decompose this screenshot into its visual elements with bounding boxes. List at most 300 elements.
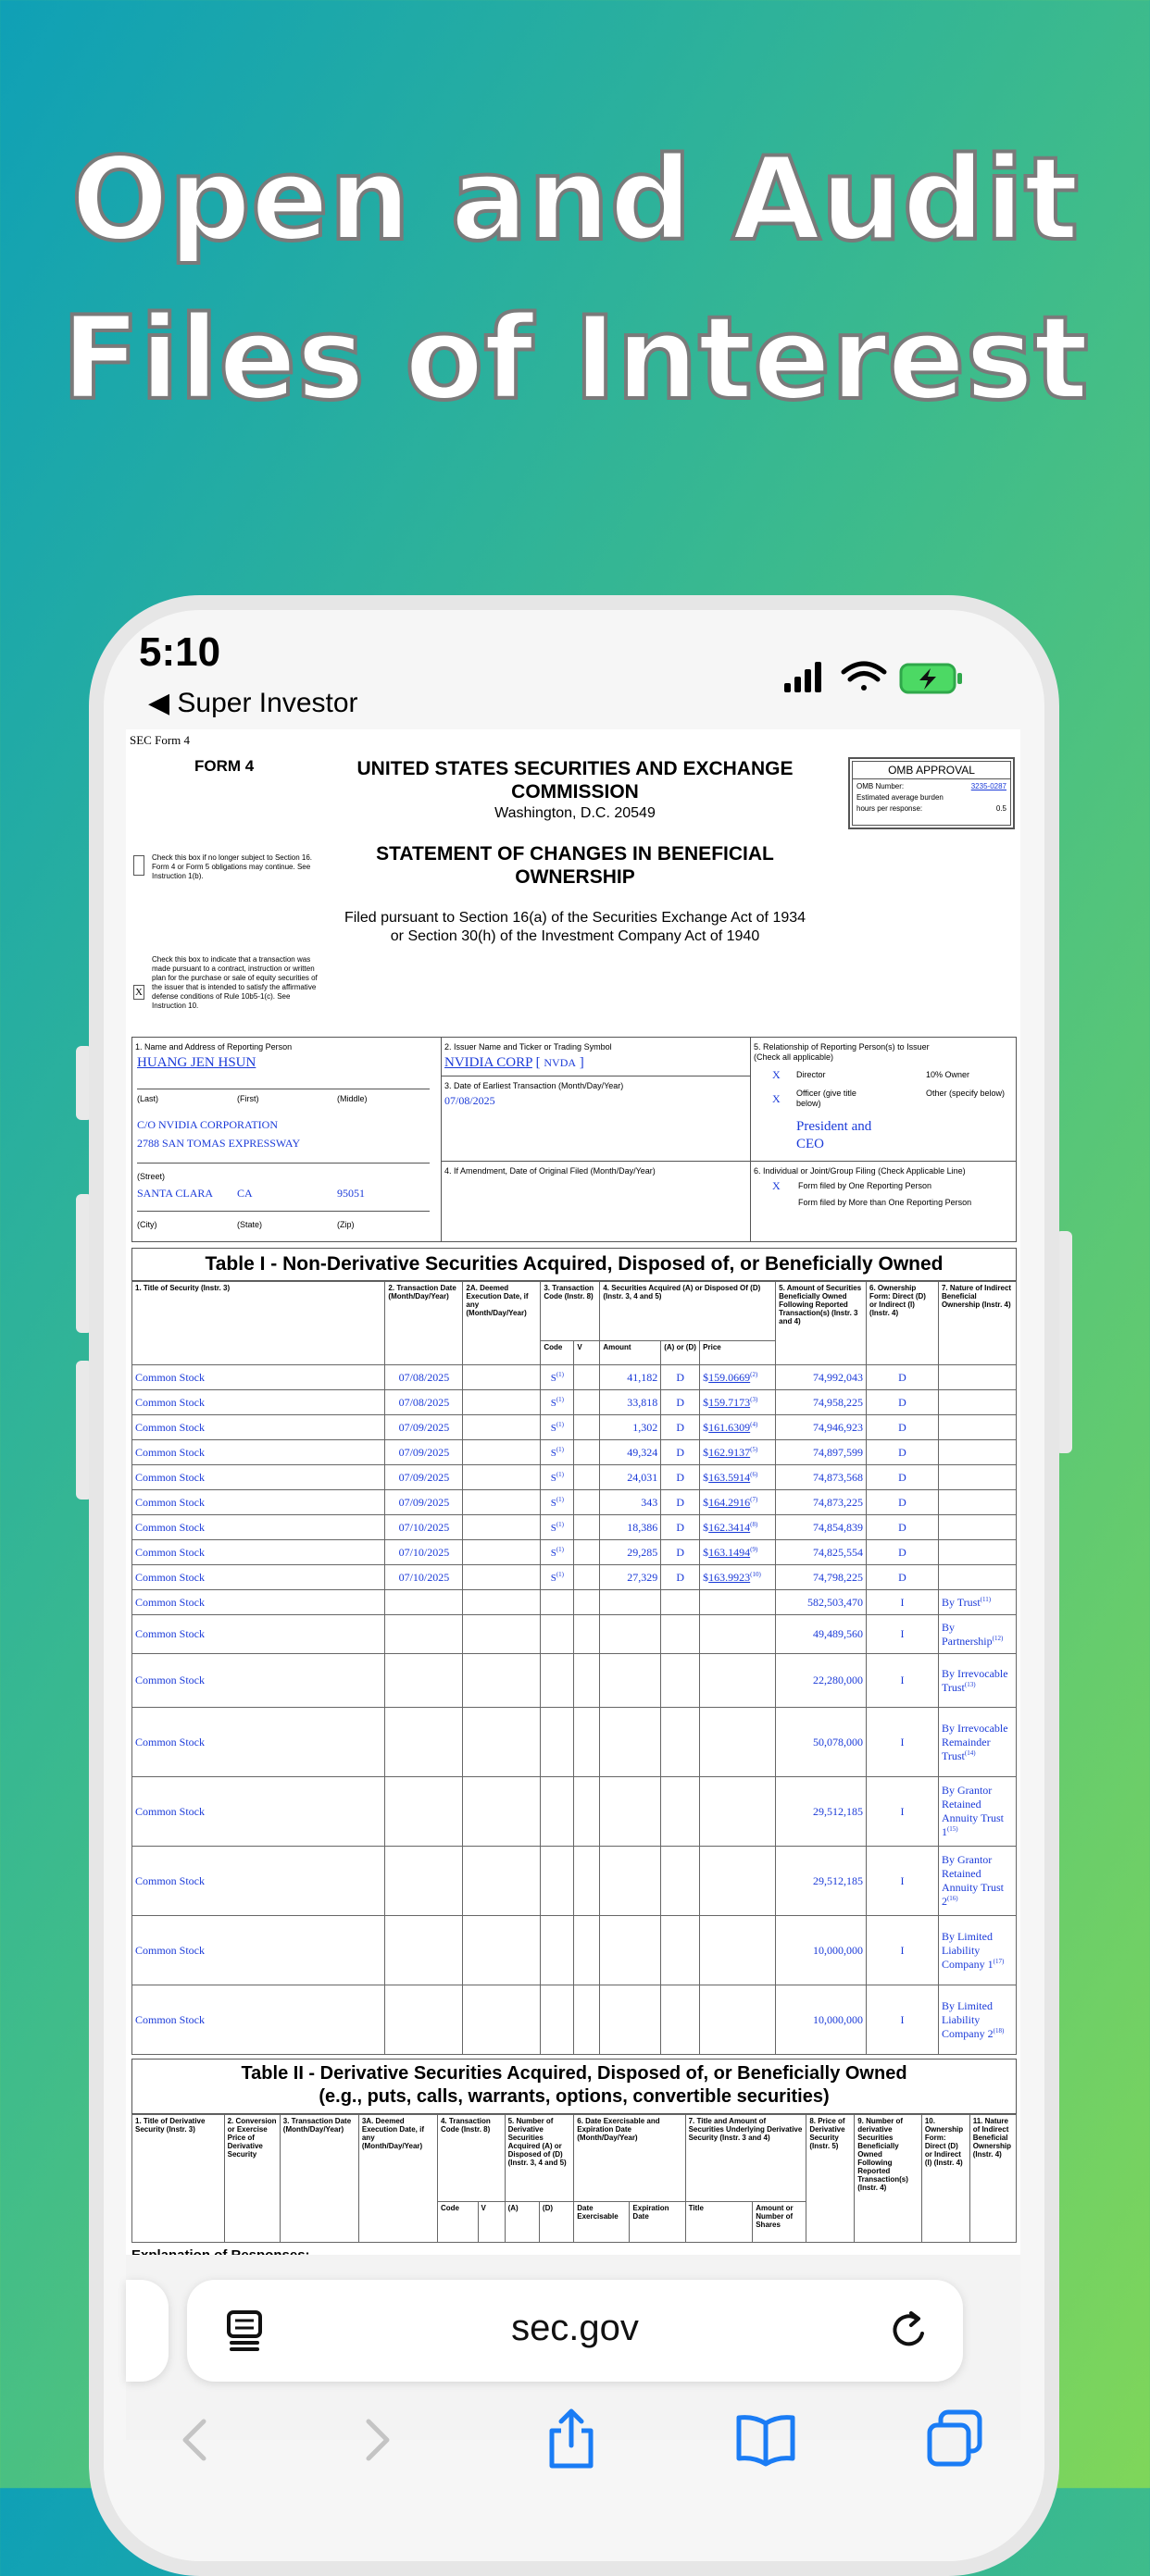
security-title-value: Common Stock: [135, 1570, 206, 1584]
previous-tab-preview[interactable]: [126, 2280, 169, 2382]
cell-deemed-date: [463, 1390, 541, 1415]
wifi-icon: [844, 664, 884, 691]
cell-v-cell: [574, 1777, 600, 1847]
acquired-disposed-value: D: [676, 1545, 685, 1559]
table2-title-line-1: Table II - Derivative Securities Acquired, Disposed of, or Beneficially Owned: [241, 2063, 907, 2084]
transaction-code-value: S: [550, 1572, 556, 1584]
security-title-value: Common Stock: [135, 1420, 206, 1434]
amount-value: 49,324: [627, 1445, 658, 1459]
cell-deemed-date: [463, 1415, 541, 1440]
cell-security-title: [132, 1590, 385, 1615]
cell-owned-following: [776, 1540, 867, 1565]
battery-charging-icon: [901, 665, 962, 692]
ownership-form-value: I: [900, 1804, 905, 1818]
cell-acquired-disposed: [661, 1847, 700, 1916]
cell-ownership-form: [867, 1540, 939, 1565]
status-time: 5:10: [139, 629, 221, 675]
first-label: (First): [237, 1094, 259, 1103]
cell-price: [700, 1708, 776, 1777]
cell-deemed-date: [463, 1615, 541, 1654]
browser-toolbar: [126, 2407, 1020, 2490]
footnote-ref[interactable]: (6): [750, 1470, 758, 1478]
cell-deemed-date: [463, 1540, 541, 1565]
cell-v-cell: [574, 1465, 600, 1490]
cell-price: [700, 1985, 776, 2055]
cell-nature: [938, 1540, 1016, 1565]
ownership-form-value: I: [900, 1735, 905, 1748]
cell-transaction-date: [385, 1365, 463, 1390]
t2-h-title: Title: [685, 2202, 753, 2243]
transaction-date-value: 07/10/2025: [398, 1520, 450, 1534]
acquired-disposed-value: D: [676, 1445, 685, 1459]
form-number: FORM 4: [194, 757, 255, 775]
other-label: Other (specify below): [926, 1089, 1006, 1098]
cell-deemed-date: [463, 1654, 541, 1708]
cell-owned-following: [776, 1440, 867, 1465]
dollar-sign: $: [703, 1495, 709, 1509]
cell-acquired-disposed: [661, 1654, 700, 1708]
security-title-value: Common Stock: [135, 1595, 206, 1609]
cell-price: [700, 1777, 776, 1847]
amount-value: 33,818: [627, 1395, 658, 1409]
cell-transaction-code: [541, 1415, 574, 1440]
state-value: CA: [237, 1187, 253, 1200]
last-label: (Last): [137, 1094, 159, 1103]
security-title-value: Common Stock: [135, 1370, 206, 1384]
owned-following-value: 74,825,554: [813, 1545, 864, 1559]
cell-price: [700, 1615, 776, 1654]
filed-pursuant: [293, 909, 857, 946]
security-title-value: Common Stock: [135, 1873, 206, 1887]
one-person-label: Form filed by One Reporting Person: [798, 1181, 932, 1190]
cell-acquired-disposed: [661, 1916, 700, 1985]
cell-amount: [600, 1440, 661, 1465]
cell-deemed-date: [463, 1440, 541, 1465]
cell-amount: [600, 1490, 661, 1515]
footnote-ref[interactable]: (4): [750, 1420, 758, 1428]
owned-following-value: 74,897,599: [813, 1445, 864, 1459]
ownership-form-value: I: [900, 1943, 905, 1957]
t2-h6: 6. Date Exercisable and Expiration Date (Month/Day/Year): [574, 2115, 685, 2202]
security-title-value: Common Stock: [135, 1735, 206, 1748]
issuer-ticker: NVDA: [544, 1056, 577, 1069]
omb-number-link[interactable]: 3235-0287: [970, 782, 1006, 790]
footnote-ref[interactable]: (3): [750, 1395, 758, 1403]
footnote-ref[interactable]: (8): [750, 1520, 758, 1528]
reload-icon[interactable]: [889, 2309, 930, 2352]
cell-security-title: [132, 1916, 385, 1985]
omb-title: OMB APPROVAL: [853, 762, 1010, 779]
security-title-value: Common Stock: [135, 1674, 206, 1686]
cell-transaction-date: [385, 1615, 463, 1654]
table2-title-line-2: (e.g., puts, calls, warrants, options, convertible securities): [319, 2086, 830, 2107]
cell-nature: [938, 1465, 1016, 1490]
amount-value: 27,329: [627, 1570, 658, 1584]
footnote-ref[interactable]: (17): [993, 1957, 1005, 1965]
cell-transaction-code: [541, 1615, 574, 1654]
director-mark: X: [772, 1068, 781, 1081]
t2-h-d: (D): [539, 2202, 573, 2243]
cell-price: [700, 1415, 776, 1440]
earliest-date: 07/08/2025: [444, 1094, 495, 1107]
share-icon[interactable]: [539, 2407, 604, 2471]
t1-h-deemed: 2A. Deemed Execution Date, if any (Month/Day/Year): [463, 1282, 541, 1365]
price-value[interactable]: 161.6309: [708, 1420, 751, 1434]
cell-ownership-form: [867, 1847, 939, 1916]
cell-transaction-code: [541, 1654, 574, 1708]
cell-amount: [600, 1415, 661, 1440]
cell-ownership-form: [867, 1440, 939, 1465]
cell-transaction-code: [541, 1708, 574, 1777]
t1-h-amount-sub: Amount: [600, 1341, 661, 1365]
cell-owned-following: [776, 1847, 867, 1916]
footnote-ref[interactable]: (7): [750, 1495, 758, 1503]
cell-deemed-date: [463, 1565, 541, 1590]
cell-transaction-code: [541, 1440, 574, 1465]
middle-label: (Middle): [337, 1094, 368, 1103]
cell-v-cell: [574, 1985, 600, 2055]
cell-ownership-form: [867, 1916, 939, 1985]
transaction-code-value: S: [550, 1522, 556, 1534]
price-value[interactable]: 162.9137: [708, 1445, 751, 1459]
cell-price: [700, 1916, 776, 1985]
cell-ownership-form: [867, 1390, 939, 1415]
cell-v-cell: [574, 1515, 600, 1540]
t2-h-code: Code: [437, 2202, 478, 2243]
transaction-code-value: S: [550, 1472, 556, 1484]
t1-h-code-sub: Code: [541, 1341, 574, 1365]
cell-amount: [600, 1465, 661, 1490]
cell-security-title: [132, 1465, 385, 1490]
owned-following-value: 49,489,560: [813, 1627, 864, 1640]
cell-owned-following: [776, 1708, 867, 1777]
t1-h-form: 6. Ownership Form: Direct (D) or Indirect (I) (Instr. 4): [867, 1282, 939, 1365]
back-arrow-icon[interactable]: [163, 2407, 228, 2471]
footnote-ref[interactable]: (1): [556, 1520, 564, 1528]
acquired-disposed-value: D: [676, 1420, 685, 1434]
table-row: [132, 1985, 1017, 2055]
cell-transaction-date: [385, 1777, 463, 1847]
acquired-disposed-value: D: [676, 1495, 685, 1509]
cell-owned-following: [776, 1777, 867, 1847]
cell-v-cell: [574, 1916, 600, 1985]
cell-security-title: [132, 1440, 385, 1465]
omb-burden-label: Estimated average burden: [856, 793, 944, 802]
amount-value: 41,182: [627, 1370, 658, 1384]
owned-following-value: 10,000,000: [813, 1943, 864, 1957]
t2-h2: 2. Conversion or Exercise Price of Derivative Security: [224, 2115, 280, 2243]
cell-ownership-form: [867, 1365, 939, 1390]
footnote-ref[interactable]: (1): [556, 1370, 564, 1378]
officer-title-line-1: President and: [796, 1119, 872, 1134]
owned-following-value: 10,000,000: [813, 2012, 864, 2026]
owned-following-value: 74,798,225: [813, 1570, 864, 1584]
footnote-ref[interactable]: (1): [556, 1445, 564, 1453]
address-line-1: C/O NVIDIA CORPORATION: [137, 1118, 279, 1131]
section16-checkbox[interactable]: [133, 855, 144, 876]
cell-ownership-form: [867, 1615, 939, 1654]
cell-amount: [600, 1565, 661, 1590]
owned-following-value: 582,503,470: [807, 1595, 864, 1609]
filing-type-label: 6. Individual or Joint/Group Filing (Check Applicable Line): [754, 1166, 966, 1176]
table-row: [132, 1365, 1017, 1390]
amount-value: 1,302: [632, 1420, 658, 1434]
address-bar[interactable]: [187, 2280, 963, 2382]
cell-price: [700, 1465, 776, 1490]
dollar-sign: $: [703, 1570, 709, 1584]
url-text[interactable]: sec.gov: [511, 2308, 639, 2348]
cell-security-title: [132, 1415, 385, 1440]
headline-line-1: Open and Audit: [70, 133, 1080, 267]
cell-transaction-code: [541, 1540, 574, 1565]
footnote-ref[interactable]: (13): [964, 1680, 976, 1688]
price-value[interactable]: 164.2916: [708, 1495, 751, 1509]
cell-v-cell: [574, 1490, 600, 1515]
cell-nature: [938, 1916, 1016, 1985]
nature-value: By Grantor Retained Annuity Trust 1: [941, 1784, 1004, 1838]
transaction-code-value: S: [550, 1372, 556, 1384]
cell-v-cell: [574, 1390, 600, 1415]
footnote-ref[interactable]: (1): [556, 1395, 564, 1403]
footnote-ref[interactable]: (2): [750, 1370, 758, 1378]
t1-h-nature: 7. Nature of Indirect Beneficial Ownership (Instr. 4): [938, 1282, 1016, 1365]
headline: [0, 120, 1150, 439]
ownership-form-value: I: [900, 1595, 905, 1609]
cell-ownership-form: [867, 1415, 939, 1440]
t2-h-amount: Amount or Number of Shares: [753, 2202, 806, 2243]
table2: [131, 2114, 1017, 2243]
footnote-ref[interactable]: (1): [556, 1570, 564, 1578]
cell-ownership-form: [867, 1590, 939, 1615]
amendment-label: 4. If Amendment, Date of Original Filed (Month/Day/Year): [444, 1166, 656, 1176]
cell-transaction-date: [385, 1490, 463, 1515]
issuer-name-link[interactable]: NVIDIA CORP: [444, 1055, 532, 1070]
cell-deemed-date: [463, 1847, 541, 1916]
ownership-form-value: D: [898, 1445, 906, 1459]
cell-nature: [938, 1515, 1016, 1540]
t2-h9: 9. Number of derivative Securities Beneficially Owned Following Reported Transaction(s) (Instr. 4): [855, 2115, 922, 2243]
price-value[interactable]: 163.1494: [708, 1545, 751, 1559]
price-value[interactable]: 159.0669: [708, 1370, 751, 1384]
footnote-ref[interactable]: (1): [556, 1545, 564, 1553]
cell-transaction-date: [385, 1540, 463, 1565]
amount-value: 29,285: [627, 1545, 658, 1559]
tabs-icon[interactable]: [922, 2407, 987, 2471]
transaction-date-value: 07/09/2025: [398, 1495, 450, 1509]
ownership-form-value: D: [898, 1370, 906, 1384]
footnote-ref[interactable]: (14): [964, 1748, 976, 1757]
t2-h8: 8. Price of Derivative Security (Instr. 5): [806, 2115, 855, 2243]
cell-acquired-disposed: [661, 1615, 700, 1654]
sec-form-label: SEC Form 4: [130, 733, 191, 747]
cell-owned-following: [776, 1415, 867, 1440]
footnote-ref[interactable]: (11): [980, 1595, 992, 1603]
cell-security-title: [132, 1777, 385, 1847]
price-value[interactable]: 163.9923: [708, 1570, 751, 1584]
footnote-ref[interactable]: (18): [993, 2026, 1005, 2035]
dollar-sign: $: [703, 1370, 709, 1384]
footnote-ref[interactable]: (15): [946, 1825, 958, 1833]
cell-nature: [938, 1440, 1016, 1465]
cell-transaction-code: [541, 1985, 574, 2055]
ownership-form-value: D: [898, 1420, 906, 1434]
cell-transaction-code: [541, 1565, 574, 1590]
zip-value: 95051: [337, 1187, 365, 1200]
cell-ownership-form: [867, 1465, 939, 1490]
cell-security-title: [132, 1365, 385, 1390]
cell-ownership-form: [867, 1565, 939, 1590]
cell-owned-following: [776, 1365, 867, 1390]
cell-nature: [938, 1777, 1016, 1847]
cell-transaction-date: [385, 1515, 463, 1540]
price-value[interactable]: 162.3414: [708, 1520, 751, 1534]
t2-h11: 11. Nature of Indirect Beneficial Ownership (Instr. 4): [969, 2115, 1016, 2243]
officer-title: [796, 1118, 871, 1153]
cell-nature: [938, 1985, 1016, 2055]
nature-value: By Irrevocable Trust: [941, 1666, 1008, 1694]
cell-nature: [938, 1390, 1016, 1415]
cell-transaction-code: [541, 1777, 574, 1847]
security-title-value: Common Stock: [135, 1943, 206, 1957]
acquired-disposed-value: D: [676, 1395, 685, 1409]
t1-h-ad-sub: (A) or (D): [661, 1341, 700, 1365]
table-row: [132, 1615, 1017, 1654]
t2-h-a: (A): [505, 2202, 539, 2243]
t1-h-securities: 4. Securities Acquired (A) or Disposed Of (D) (Instr. 3, 4 and 5): [600, 1282, 776, 1341]
cell-transaction-code: [541, 1365, 574, 1390]
cell-v-cell: [574, 1440, 600, 1465]
price-value[interactable]: 163.5914: [708, 1470, 751, 1484]
cell-ownership-form: [867, 1708, 939, 1777]
headline-line-2: Files of Interest: [61, 292, 1089, 426]
cell-owned-following: [776, 1590, 867, 1615]
transaction-date-value: 07/10/2025: [398, 1545, 450, 1559]
filed-line-1: Filed pursuant to Section 16(a) of the Securities Exchange Act of 1934: [344, 910, 806, 926]
cell-owned-following: [776, 1654, 867, 1708]
cell-transaction-code: [541, 1390, 574, 1415]
ownership-form-value: I: [900, 1627, 905, 1640]
security-title-value: Common Stock: [135, 1495, 206, 1509]
cell-security-title: [132, 1565, 385, 1590]
cell-transaction-date: [385, 1440, 463, 1465]
cell-deemed-date: [463, 1365, 541, 1390]
ownership-form-value: I: [900, 1873, 905, 1887]
cell-amount: [600, 1916, 661, 1985]
nature-value: By Limited Liability Company 2: [941, 1998, 994, 2040]
cell-transaction-code: [541, 1847, 574, 1916]
cell-price: [700, 1365, 776, 1390]
acquired-disposed-value: D: [676, 1470, 685, 1484]
status-icons: [782, 659, 968, 696]
cell-acquired-disposed: [661, 1490, 700, 1515]
footnote-ref[interactable]: (1): [556, 1495, 564, 1503]
t2-h7: 7. Title and Amount of Securities Underlying Derivative Security (Instr. 3 and 4): [685, 2115, 806, 2202]
owned-following-value: 74,946,923: [813, 1420, 864, 1434]
cell-acquired-disposed: [661, 1708, 700, 1777]
transaction-code-value: S: [550, 1497, 556, 1509]
back-to-app-link[interactable]: ◀ Super Investor: [148, 688, 358, 718]
security-title-value: Common Stock: [135, 1395, 206, 1409]
t2-h5: 5. Number of Derivative Securities Acquired (A) or Disposed of (D) (Instr. 3, 4 and 5): [505, 2115, 574, 2202]
table-row: [132, 1847, 1017, 1916]
t1-h-code: 3. Transaction Code (Instr. 8): [541, 1282, 600, 1341]
rule10b5-checkbox[interactable]: X: [133, 985, 144, 1000]
acquired-disposed-value: D: [676, 1370, 685, 1384]
table-row: [132, 1490, 1017, 1515]
ownership-form-value: D: [898, 1395, 906, 1409]
cell-v-cell: [574, 1708, 600, 1777]
footnote-ref[interactable]: (16): [946, 1895, 958, 1902]
cell-transaction-date: [385, 1654, 463, 1708]
table-row: [132, 1565, 1017, 1590]
cell-nature: [938, 1590, 1016, 1615]
nature-value: By Trust: [941, 1595, 981, 1609]
ownership-form-value: D: [898, 1545, 906, 1559]
cell-price: [700, 1390, 776, 1415]
cell-price: [700, 1515, 776, 1540]
zip-label: (Zip): [337, 1220, 355, 1229]
director-label: Director: [796, 1070, 826, 1079]
cell-transaction-date: [385, 1565, 463, 1590]
cell-security-title: [132, 1654, 385, 1708]
cell-deemed-date: [463, 1708, 541, 1777]
ownership-form-value: D: [898, 1570, 906, 1584]
cell-nature: [938, 1565, 1016, 1590]
cell-acquired-disposed: [661, 1565, 700, 1590]
t2-h1: 1. Title of Derivative Security (Instr. 3): [132, 2115, 225, 2243]
cell-transaction-date: [385, 1590, 463, 1615]
owned-following-value: 29,512,185: [813, 1804, 864, 1818]
cell-acquired-disposed: [661, 1540, 700, 1565]
cell-acquired-disposed: [661, 1465, 700, 1490]
dollar-sign: $: [703, 1545, 709, 1559]
footnote-ref[interactable]: (5): [750, 1445, 758, 1453]
cell-amount: [600, 1365, 661, 1390]
cell-acquired-disposed: [661, 1985, 700, 2055]
nature-value: By Grantor Retained Annuity Trust 2: [941, 1853, 1004, 1908]
forward-arrow-icon[interactable]: [344, 2407, 409, 2471]
bookmarks-icon[interactable]: [733, 2407, 798, 2471]
more-person-label: Form filed by More than One Reporting Person: [798, 1198, 972, 1207]
cell-deemed-date: [463, 1777, 541, 1847]
cell-deemed-date: [463, 1490, 541, 1515]
signal-icon: [784, 662, 821, 692]
table1: [131, 1281, 1017, 2055]
table1-title: Table I - Non-Derivative Securities Acquired, Disposed of, or Beneficially Owned: [205, 1253, 944, 1275]
footnote-ref[interactable]: (10): [750, 1570, 761, 1578]
cell-amount: [600, 1615, 661, 1654]
amount-value: 343: [641, 1495, 658, 1509]
cell-price: [700, 1565, 776, 1590]
price-value[interactable]: 159.7173: [708, 1395, 751, 1409]
footnote-ref[interactable]: (9): [750, 1545, 758, 1553]
table-row: [132, 1390, 1017, 1415]
cell-amount: [600, 1777, 661, 1847]
cell-price: [700, 1654, 776, 1708]
footnote-ref[interactable]: (1): [556, 1420, 564, 1428]
ten-percent-owner-label: 10% Owner: [926, 1070, 970, 1079]
dollar-sign: $: [703, 1470, 709, 1484]
table2-title: [131, 2062, 1017, 2109]
owned-following-value: 74,958,225: [813, 1395, 864, 1409]
cell-amount: [600, 1708, 661, 1777]
owned-following-value: 50,078,000: [813, 1735, 864, 1748]
cell-security-title: [132, 1985, 385, 2055]
footnote-ref[interactable]: (1): [556, 1470, 564, 1478]
footnote-ref[interactable]: (12): [992, 1634, 1004, 1642]
cell-amount: [600, 1590, 661, 1615]
reporting-person-name[interactable]: HUANG JEN HSUN: [137, 1055, 256, 1070]
